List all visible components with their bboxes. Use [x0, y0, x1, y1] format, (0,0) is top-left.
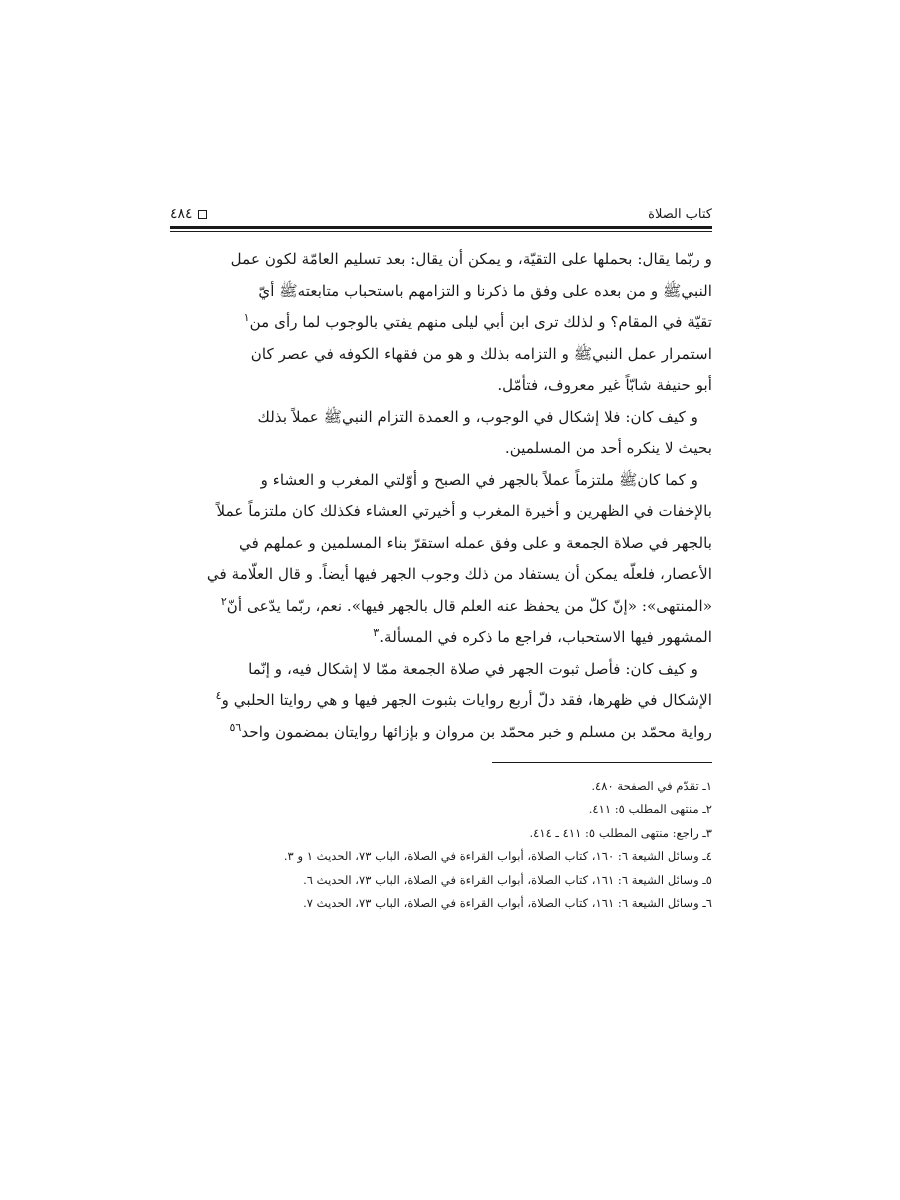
main-text [170, 244, 712, 748]
text-line: و كيف كان: فلا إشكال في الوجوب، و العمدة التزام النبيﷺ عملاً بذلك [257, 407, 698, 426]
page-number: ٤٨٤ [170, 206, 193, 222]
book-title: كتاب الصلاة [648, 207, 712, 222]
text-line: استمرار عمل النبيﷺ و التزامه بذلك و هو من فقهاء الكوفه في عصر كان [250, 344, 712, 363]
text-line: بالجهر في صلاة الجمعة و على وفق عمله استقرّ بناء المسلمين و عملهم في [238, 533, 712, 552]
footnotes [170, 775, 712, 915]
footnote-ref[interactable]: ٦ [235, 720, 242, 734]
header-rule-thick [170, 226, 712, 229]
text-line: رواية محمّد بن مسلم و خبر محمّد بن مروان و بإزائها روايتان بمضمون واحد [241, 722, 712, 741]
footnote-4: ٤ـ وسائل الشيعة ٦: ١٦٠، كتاب الصلاة، أبواب القراءة في الصلاة، الباب ٧٣، الحديث ١ و ٣. [283, 849, 712, 864]
text-line: النبيﷺ و من بعده على وفق ما ذكرنا و التزامهم باستحباب متابعتهﷺ أيّ [258, 281, 712, 300]
footnote-separator [492, 762, 712, 763]
footnote-ref[interactable]: ٤ [215, 688, 222, 702]
text-line: و كما كانﷺ ملتزماً عملاً بالجهر في الصبح و أوّلتي المغرب و العشاء و [260, 470, 698, 489]
header-rule-thin [170, 231, 712, 232]
footnote-ref[interactable]: ٢ [220, 594, 227, 608]
text-line: و ربّما يقال: بحملها على التقيّة، و يمكن أن يقال: بعد تسليم العامّة لكون عمل [230, 250, 712, 268]
footnote-ref[interactable]: ١ [243, 310, 250, 324]
footnote-6: ٦ـ وسائل الشيعة ٦: ١٦١، كتاب الصلاة، أبواب القراءة في الصلاة، الباب ٧٣، الحديث ٧. [303, 896, 712, 911]
paragraph-2 [170, 402, 712, 465]
text-line: الأعصار، فلعلّه يمكن أن يستفاد من ذلك وجوب الجهر فيها أيضاً. و قال العلّامة في [206, 565, 712, 583]
paragraph-3 [170, 465, 712, 654]
text-line: أبو حنيفة شابّاً غير معروف، فتأمّل. [497, 376, 712, 394]
footnote-ref[interactable]: ٣ [373, 625, 380, 639]
text-line: المشهور فيها الاستحباب، فراجع ما ذكره في المسألة. [379, 628, 712, 646]
text-line: «المنتهى»: «إنّ كلّ من يحفظ عنه العلم قال بالجهر فيها». نعم، ربّما يدّعى أنّ [226, 596, 712, 615]
square-outline-icon [198, 210, 207, 219]
text-line: تقيّة في المقام؟ و لذلك ترى ابن أبي ليلى منهم يفتي بالوجوب لما رأى من [249, 313, 712, 331]
text-line: الإشكال في ظهرها، فقد دلّ أربع روايات بثبوت الجهر فيها و هي روايتا الحلبي و [221, 691, 712, 709]
paragraph-1 [170, 244, 712, 402]
footnote-ref[interactable]: ٥ [229, 720, 236, 734]
running-header [170, 196, 712, 222]
footnote-3: ٣ـ راجع: منتهى المطلب ٥: ٤١١ ـ ٤١٤. [529, 825, 712, 840]
text-line: بحيث لا ينكره أحد من المسلمين. [504, 439, 712, 457]
footnote-1: ١ـ تقدّم في الصفحة ٤٨٠. [591, 779, 712, 793]
page-number-group [170, 206, 207, 222]
text-line: و كيف كان: فأصل ثبوت الجهر في صلاة الجمعة ممّا لا إشكال فيه، و إنّما [248, 659, 698, 678]
footnote-5: ٥ـ وسائل الشيعة ٦: ١٦١، كتاب الصلاة، أبواب القراءة في الصلاة، الباب ٧٣، الحديث ٦. [303, 872, 712, 887]
footnote-2: ٢ـ منتهى المطلب ٥: ٤١١. [588, 802, 712, 817]
book-page [170, 196, 712, 915]
text-line: بالإخفات في الظهرين و أخيرة المغرب و أخيرتي العشاء فكذلك كان ملتزماً عملاً [216, 502, 712, 520]
paragraph-4 [170, 654, 712, 749]
